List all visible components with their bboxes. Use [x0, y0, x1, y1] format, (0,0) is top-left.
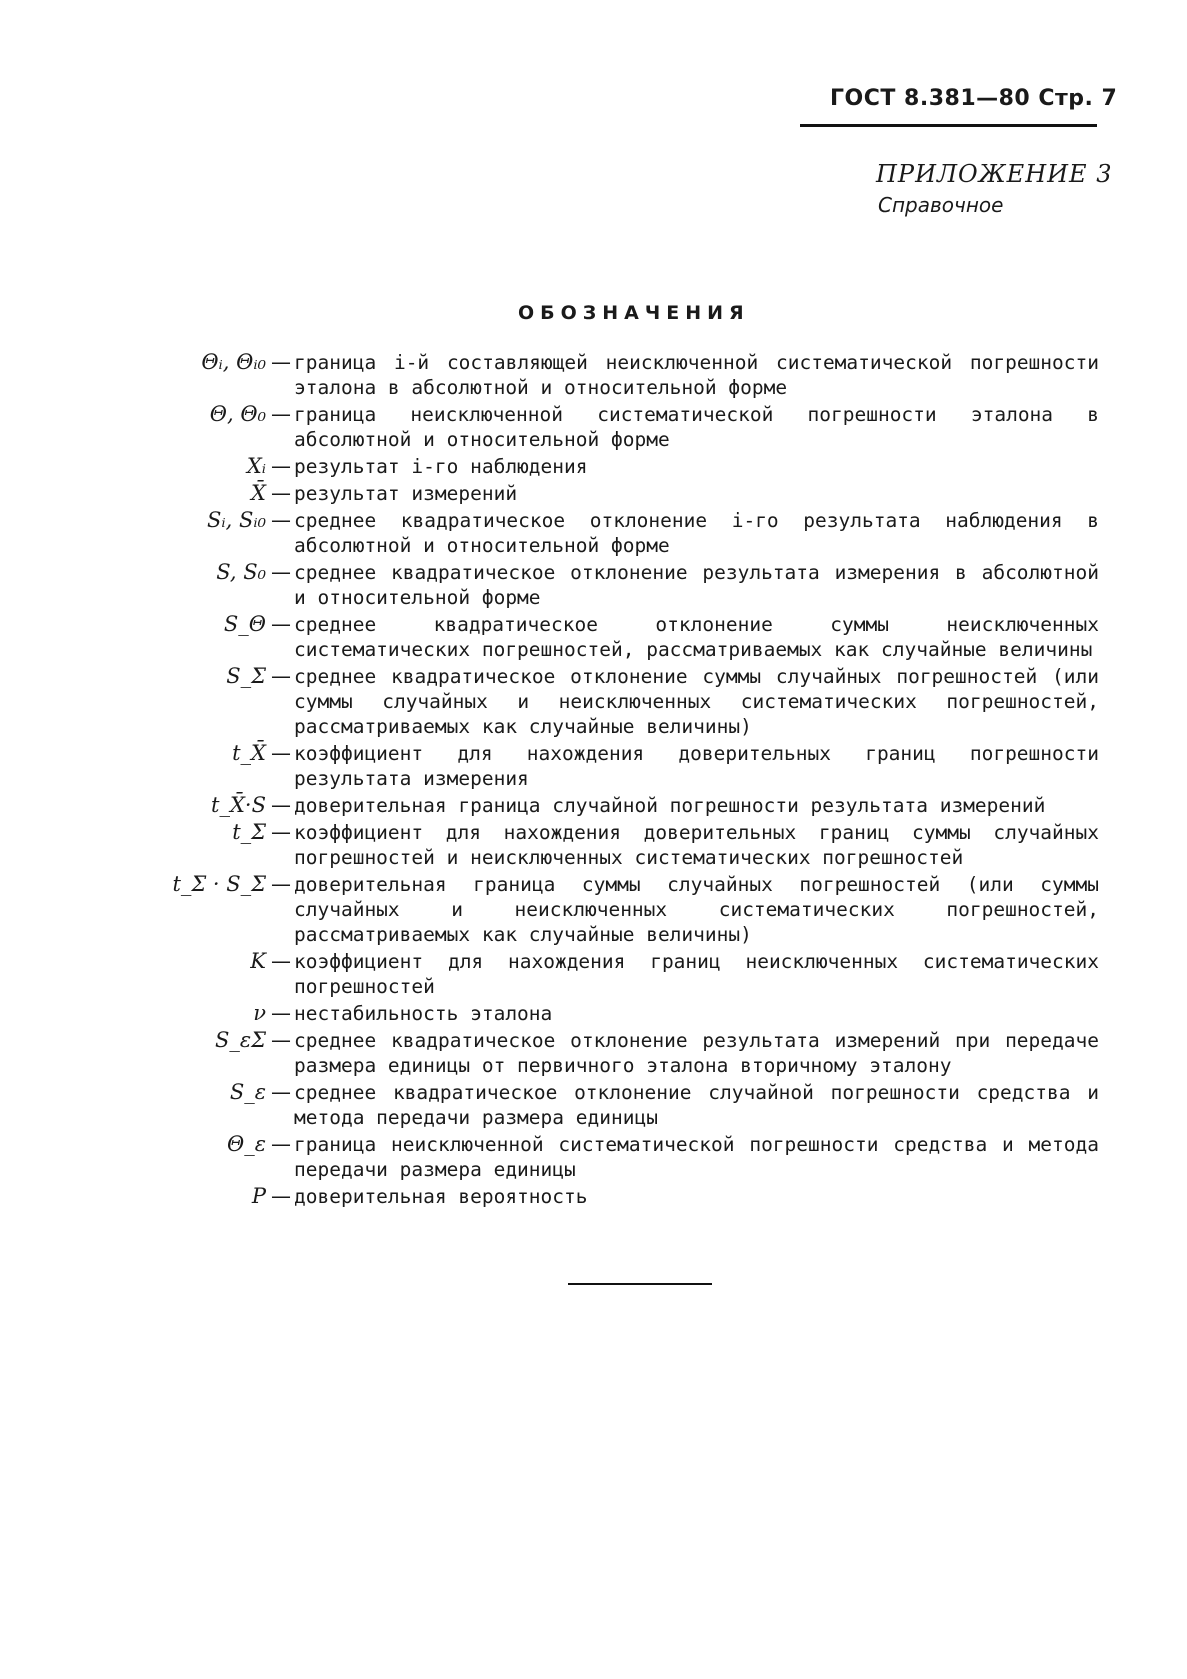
definition-item: [0, 872, 1187, 947]
definition-text: коэффициент для нахождения доверительных границ погрешности результата измерения: [294, 742, 1099, 790]
dash: —: [271, 820, 291, 844]
definition-symbol: Θ, Θ₀: [209, 402, 266, 426]
definition-symbol: t_X̄·S: [211, 793, 266, 817]
dash: —: [271, 402, 291, 426]
definition-text: коэффициент для нахождения границ неисключенных систематических погрешностей: [294, 950, 1099, 998]
definition-symbol: Θ_ε: [227, 1132, 266, 1156]
definition-item: [0, 612, 1187, 662]
definition-item: [0, 741, 1187, 791]
definition-symbol: t_Σ: [232, 820, 266, 844]
definition-item: [0, 481, 1187, 506]
definition-text: доверительная граница случайной погрешности результата измерений: [294, 794, 1046, 817]
definition-text: граница неисключенной систематической погрешности средства и метода передачи размера единицы: [294, 1133, 1099, 1181]
end-rule: [568, 1283, 712, 1285]
definition-text: граница i-й составляющей неисключенной систематической погрешности эталона в абсолютной и относительной форме: [294, 351, 1099, 399]
definition-symbol: S, S₀: [216, 560, 266, 584]
definition-text: граница неисключенной систематической погрешности эталона в абсолютной и относительной форме: [294, 403, 1099, 451]
definition-text: среднее квадратическое отклонение результата измерения в абсолютной и относительной форме: [294, 561, 1099, 609]
dash: —: [271, 350, 291, 374]
definition-item: [0, 664, 1187, 739]
dash: —: [271, 793, 291, 817]
definition-symbol: S_Θ: [223, 612, 266, 636]
dash: —: [271, 508, 291, 532]
dash: —: [271, 664, 291, 688]
header-rule: [800, 124, 1097, 127]
dash: —: [271, 949, 291, 973]
definition-item: [0, 1080, 1187, 1130]
definition-item: [0, 1028, 1187, 1078]
definition-text: среднее квадратическое отклонение случайной погрешности средства и метода передачи размера единицы: [294, 1081, 1099, 1129]
definition-symbol: P: [251, 1184, 266, 1208]
definition-item: [0, 1184, 1187, 1209]
definition-text: среднее квадратическое отклонение результата измерений при передаче размера единицы от первичного эталона вторичному эталону: [294, 1029, 1099, 1077]
definition-text: результат измерений: [294, 482, 518, 505]
dash: —: [271, 1184, 291, 1208]
definition-symbol: K: [250, 949, 266, 973]
definition-symbol: S_Σ: [226, 664, 266, 688]
definition-symbol: ν: [253, 1001, 266, 1025]
dash: —: [271, 454, 291, 478]
definition-symbol: t_X̄: [232, 741, 266, 765]
definition-text: среднее квадратическое отклонение суммы случайных погрешностей (или суммы случайных и неисключенных систематических погрешностей, рассматриваемых как случайные величины): [294, 665, 1099, 738]
dash: —: [271, 1001, 291, 1025]
appendix-subtitle: Справочное: [878, 193, 1004, 217]
definition-symbol: Xᵢ: [246, 454, 266, 478]
definition-symbol: Θᵢ, Θᵢ₀: [201, 350, 266, 374]
definition-symbol: S_εΣ: [214, 1028, 266, 1052]
appendix-title: ПРИЛОЖЕНИЕ 3: [876, 160, 1113, 188]
definition-text: коэффициент для нахождения доверительных границ суммы случайных погрешностей и неисключенных систематических погрешностей: [294, 821, 1099, 869]
definition-item: [0, 1132, 1187, 1182]
definition-item: [0, 1001, 1187, 1026]
definition-text: среднее квадратическое отклонение суммы неисключенных систематических погрешностей, рассматриваемых как случайные величины: [294, 613, 1099, 661]
definition-item: [0, 820, 1187, 870]
definition-text: доверительная вероятность: [294, 1185, 588, 1208]
definition-text: нестабильность эталона: [294, 1002, 553, 1025]
definition-item: [0, 454, 1187, 479]
dash: —: [271, 1028, 291, 1052]
definitions-list: [0, 350, 1187, 1211]
section-title: ОБОЗНАЧЕНИЯ: [518, 302, 750, 324]
definition-symbol: t_Σ · S_Σ: [172, 872, 266, 896]
dash: —: [271, 1080, 291, 1104]
dash: —: [271, 612, 291, 636]
dash: —: [271, 741, 291, 765]
definition-symbol: Sᵢ, Sᵢ₀: [207, 508, 266, 532]
definition-text: результат i-го наблюдения: [294, 455, 588, 478]
dash: —: [271, 481, 291, 505]
dash: —: [271, 872, 291, 896]
definition-item: [0, 560, 1187, 610]
definition-symbol: X̄: [251, 481, 266, 505]
definition-item: [0, 793, 1187, 818]
definition-text: доверительная граница суммы случайных погрешностей (или суммы случайных и неисключенных систематических погрешностей, рассматриваемых как случайные величины): [294, 873, 1099, 946]
definition-item: [0, 949, 1187, 999]
definition-item: [0, 350, 1187, 400]
dash: —: [271, 560, 291, 584]
dash: —: [271, 1132, 291, 1156]
page-header: ГОСТ 8.381—80 Стр. 7: [830, 86, 1118, 111]
definition-item: [0, 508, 1187, 558]
definition-text: среднее квадратическое отклонение i-го результата наблюдения в абсолютной и относительной форме: [294, 509, 1099, 557]
definition-item: [0, 402, 1187, 452]
definition-symbol: S_ε: [229, 1080, 266, 1104]
